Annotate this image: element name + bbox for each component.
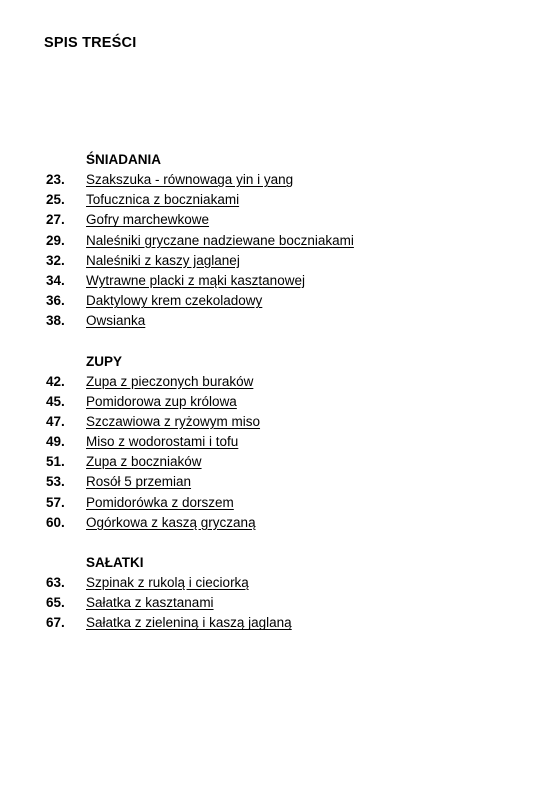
toc-entry[interactable] xyxy=(46,432,516,452)
entry-page-number: 65. xyxy=(46,595,65,611)
entry-page-number: 27. xyxy=(46,212,65,228)
entry-link[interactable]: Wytrawne placki z mąki kasztanowej xyxy=(86,272,305,288)
toc-entry[interactable] xyxy=(46,392,516,412)
entry-link[interactable]: Naleśniki z kaszy jaglanej xyxy=(86,252,240,268)
toc-entry[interactable] xyxy=(46,513,516,533)
toc-entry[interactable] xyxy=(46,573,516,593)
entry-link[interactable]: Miso z wodorostami i tofu xyxy=(86,434,239,450)
entry-page-number: 25. xyxy=(46,192,65,208)
toc-entry[interactable] xyxy=(46,231,516,251)
entry-page-number: 42. xyxy=(46,373,65,389)
entry-link[interactable]: Pomidorowa zup królowa xyxy=(86,393,237,409)
entry-page-number: 23. xyxy=(46,172,65,187)
entry-page-number: 60. xyxy=(46,514,65,530)
entry-link[interactable]: Szakszuka - równowaga yin i yang xyxy=(86,172,294,187)
entry-page-number: 38. xyxy=(46,313,65,329)
entry-link[interactable]: Tofucznica z boczniakami xyxy=(86,192,240,208)
entry-page-number: 53. xyxy=(46,474,65,490)
toc-section-soups xyxy=(46,352,516,534)
section-heading: SAŁATKI xyxy=(86,555,144,570)
entry-link[interactable]: Owsianka xyxy=(86,313,146,329)
section-heading: ZUPY xyxy=(86,353,123,369)
entry-page-number: 29. xyxy=(46,232,65,248)
entry-page-number: 67. xyxy=(46,615,65,631)
entry-link[interactable]: Sałatka z kasztanami xyxy=(86,595,214,611)
toc-entry[interactable] xyxy=(46,412,516,432)
toc-entry[interactable] xyxy=(46,271,516,291)
toc-entry[interactable] xyxy=(46,452,516,472)
toc-section-salads xyxy=(46,553,516,634)
toc-entry[interactable] xyxy=(46,291,516,311)
toc-entry[interactable] xyxy=(46,493,516,513)
toc-entry[interactable] xyxy=(46,593,516,613)
table-of-contents xyxy=(46,150,516,654)
entry-link[interactable]: Szpinak z rukolą i cieciorką xyxy=(86,575,249,590)
entry-link[interactable]: Rosół 5 przemian xyxy=(86,474,192,490)
entry-page-number: 32. xyxy=(46,252,65,268)
entry-page-number: 45. xyxy=(46,393,65,409)
toc-entry[interactable] xyxy=(46,472,516,492)
section-heading: ŚNIADANIA xyxy=(86,152,162,167)
entry-link[interactable]: Sałatka z zieleniną i kaszą jaglaną xyxy=(86,615,292,631)
entry-link[interactable]: Ogórkowa z kaszą gryczaną xyxy=(86,514,256,530)
toc-entry[interactable] xyxy=(46,210,516,230)
toc-entry[interactable] xyxy=(46,311,516,331)
toc-section-breakfast xyxy=(46,150,516,332)
entry-link[interactable]: Gofry marchewkowe xyxy=(86,212,210,228)
entry-page-number: 36. xyxy=(46,293,65,309)
entry-link[interactable]: Pomidorówka z dorszem xyxy=(86,494,234,510)
toc-entry[interactable] xyxy=(46,170,516,190)
entry-link[interactable]: Zupa z boczniaków xyxy=(86,454,202,470)
entry-page-number: 63. xyxy=(46,575,65,590)
toc-entry[interactable] xyxy=(46,372,516,392)
entry-link[interactable]: Daktylowy krem czekoladowy xyxy=(86,293,263,309)
toc-entry[interactable] xyxy=(46,613,516,633)
entry-page-number: 51. xyxy=(46,454,65,470)
entry-link[interactable]: Zupa z pieczonych buraków xyxy=(86,373,254,389)
entry-page-number: 57. xyxy=(46,494,65,510)
entry-page-number: 34. xyxy=(46,272,65,288)
toc-entry[interactable] xyxy=(46,251,516,271)
page-title: SPIS TREŚCI xyxy=(44,35,137,51)
entry-page-number: 49. xyxy=(46,434,65,450)
entry-page-number: 47. xyxy=(46,413,65,429)
entry-link[interactable]: Naleśniki gryczane nadziewane boczniakami xyxy=(86,232,354,248)
toc-entry[interactable] xyxy=(46,190,516,210)
entry-link[interactable]: Szczawiowa z ryżowym miso xyxy=(86,413,261,429)
